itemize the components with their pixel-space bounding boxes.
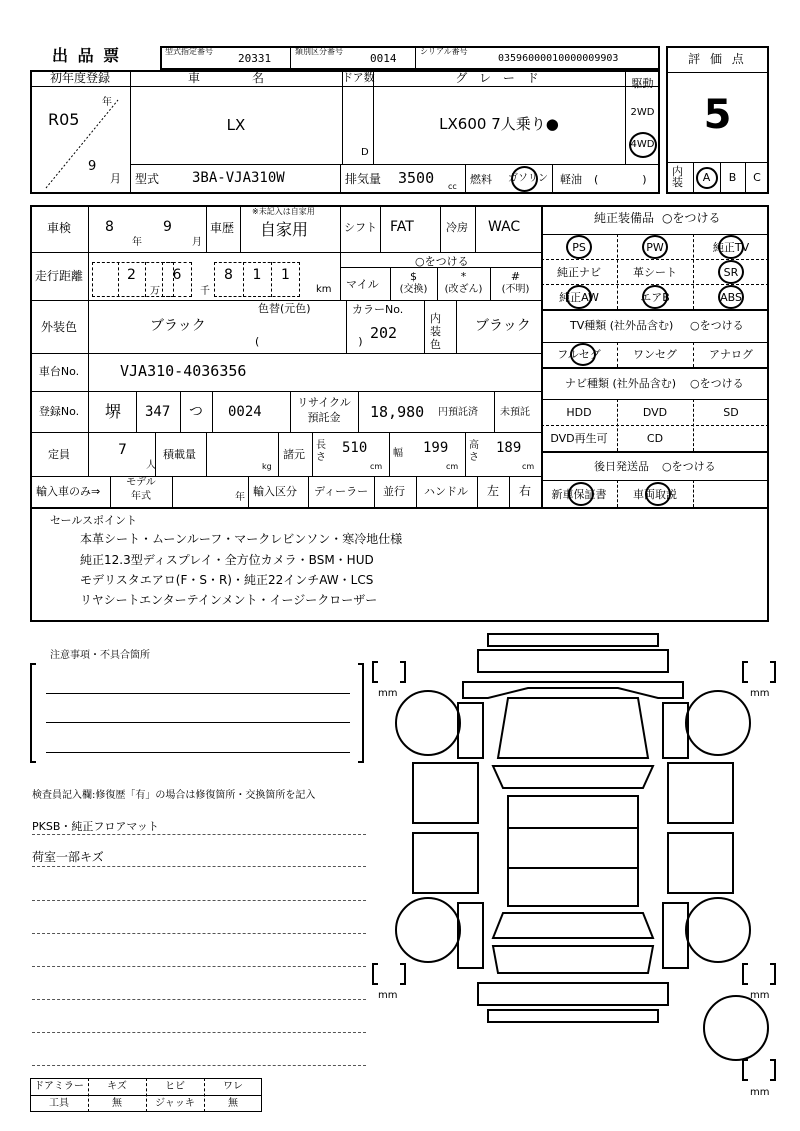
displacement-value: 3500 bbox=[398, 169, 435, 187]
mm-front-left: mm bbox=[378, 688, 398, 699]
capacity-unit: 人 bbox=[146, 460, 156, 471]
later-instruction: ○をつける bbox=[662, 460, 716, 473]
length-unit: cm bbox=[370, 462, 383, 471]
sales-title: セールスポイント bbox=[50, 514, 138, 527]
ac-value: WAC bbox=[488, 219, 521, 235]
sales-line-4: リヤシートエンターテインメント・イージークローザー bbox=[80, 593, 378, 607]
car-name-label: 車 名 bbox=[187, 71, 284, 85]
table-tools: 工具 bbox=[49, 1098, 69, 1109]
length-value: 510 bbox=[342, 440, 368, 456]
mark-instruction: ○をつける bbox=[415, 255, 469, 268]
later-title: 後日発送品 bbox=[594, 460, 649, 473]
dims-label: 諸元 bbox=[283, 448, 305, 461]
mm-rear-left: mm bbox=[378, 990, 398, 1001]
interior-a-circle bbox=[696, 167, 718, 189]
mileage-label: 走行距離 bbox=[34, 269, 83, 283]
import-label: 輸入車のみ⇒ bbox=[36, 485, 101, 498]
history-value: 自家用 bbox=[260, 220, 309, 239]
height-value: 189 bbox=[496, 440, 522, 456]
capacity-label: 定員 bbox=[48, 448, 70, 461]
model-designation-value: 20331 bbox=[238, 52, 272, 65]
reg-number: 0024 bbox=[228, 404, 262, 420]
width-value: 199 bbox=[423, 440, 449, 456]
load-label: 積載量 bbox=[163, 448, 196, 461]
mile-label: マイル bbox=[346, 278, 379, 291]
equip-tv: 純正TV bbox=[712, 241, 750, 254]
recycle-label-1: リサイクル bbox=[297, 396, 351, 409]
interior-color: ブラック bbox=[475, 318, 531, 334]
exterior-color: ブラック bbox=[150, 318, 206, 334]
later-manual: 車両取説 bbox=[633, 488, 677, 501]
equip-aw: 純正AW bbox=[559, 291, 599, 304]
fuel-other: ( ) bbox=[594, 173, 647, 186]
width-label: 幅 bbox=[393, 448, 403, 459]
km-unit: km bbox=[316, 284, 332, 295]
mileage-digit-3: 8 bbox=[224, 267, 233, 283]
color-change-label: 色替(元色) bbox=[258, 302, 311, 315]
unknown-symbol: # bbox=[510, 270, 521, 283]
equip-aw-circle bbox=[566, 285, 592, 309]
sales-line-2: 純正12.3型ディスプレイ・全方位カメラ・BSM・HUD bbox=[80, 553, 374, 567]
handle-label: ハンドル bbox=[424, 485, 468, 498]
altered-symbol: * bbox=[460, 270, 467, 283]
handle-left: 左 bbox=[486, 484, 499, 498]
equipment-title: 純正装備品 bbox=[594, 211, 655, 225]
model-year-label-1: モデル bbox=[126, 477, 156, 488]
reg-label: 登録No. bbox=[38, 405, 80, 418]
history-label: 車歴 bbox=[210, 221, 235, 235]
color-change-paren: ( ) bbox=[255, 335, 363, 348]
later-warranty-circle bbox=[568, 482, 594, 506]
type-label: 型式 bbox=[135, 172, 160, 186]
capacity-value: 7 bbox=[118, 442, 127, 458]
equip-ps: PS bbox=[572, 241, 586, 254]
exchange-symbol: $ bbox=[410, 270, 417, 283]
year-mark: 年 bbox=[102, 97, 112, 108]
navi-instruction: ○をつける bbox=[690, 377, 744, 390]
equip-tv-circle bbox=[718, 235, 744, 259]
mileage-digit-1: 2 bbox=[127, 267, 136, 283]
inspection-month: 9 bbox=[163, 219, 172, 235]
import-parallel: 並行 bbox=[383, 485, 405, 498]
import-class-label: 輸入区分 bbox=[253, 485, 297, 498]
inspection-year: 8 bbox=[105, 219, 114, 235]
color-no: 202 bbox=[370, 324, 398, 342]
ac-label: 冷房 bbox=[446, 221, 468, 234]
inspector-title: 検査員記入欄:修復歴「有」の場合は修復箇所・交換箇所を記入 bbox=[32, 790, 316, 801]
car-diagram bbox=[368, 628, 778, 1108]
drive-4wd: 4WD bbox=[630, 139, 655, 150]
recycle-label-2: 預託金 bbox=[307, 411, 341, 424]
chassis-value: VJA310-4036356 bbox=[120, 362, 247, 380]
sen-unit: 千 bbox=[200, 286, 210, 297]
category-label: 類別区分番号 bbox=[295, 47, 343, 56]
interior-a: A bbox=[702, 171, 711, 184]
form-title: 出 品 票 bbox=[52, 46, 122, 65]
inspection-year-unit: 年 bbox=[132, 237, 142, 248]
man-unit: 万 bbox=[150, 286, 160, 297]
first-reg-era: R05 bbox=[48, 110, 80, 129]
mm-spare: mm bbox=[750, 1087, 770, 1098]
altered-label: (改ざん) bbox=[444, 284, 483, 295]
equip-ps-circle bbox=[566, 235, 592, 259]
equip-navi: 純正ナビ bbox=[557, 266, 601, 279]
drive-label: 駆動 bbox=[631, 77, 654, 90]
category-value: 0014 bbox=[370, 52, 397, 65]
equip-abs: ABS bbox=[720, 291, 742, 304]
mileage-digit-4: 1 bbox=[252, 267, 262, 283]
equip-leather: 革シート bbox=[633, 266, 677, 279]
table-crack: ヒビ bbox=[165, 1081, 185, 1092]
shift-label: シフト bbox=[344, 221, 377, 234]
history-note: ※未記入は自家用 bbox=[252, 207, 315, 216]
fuel-diesel: 軽油 bbox=[560, 173, 582, 186]
tv-title: TV種類 (社外品含む) bbox=[570, 319, 674, 332]
fuel-label: 燃料 bbox=[470, 173, 492, 186]
exterior-color-label: 外装色 bbox=[40, 320, 77, 334]
interior-label: 内装 bbox=[672, 165, 683, 189]
table-jack: ジャッキ bbox=[155, 1098, 195, 1109]
interior-color-label: 内装色 bbox=[430, 312, 441, 351]
caution-bracket-right bbox=[358, 663, 364, 763]
tv-oneseg: ワンセグ bbox=[633, 348, 677, 361]
interior-c: C bbox=[753, 171, 761, 184]
sales-line-1: 本革シート・ムーンルーフ・マークレビンソン・寒冷地仕様 bbox=[80, 532, 403, 546]
equip-abs-circle bbox=[718, 285, 744, 309]
serial-value: 03596000010000009903 bbox=[498, 53, 619, 64]
tv-fullseg: フルセグ bbox=[557, 348, 601, 361]
reg-area: 堺 bbox=[105, 402, 122, 421]
table-scratch: キズ bbox=[107, 1081, 127, 1092]
grade-value: LX600 7人乗り● bbox=[439, 115, 559, 133]
mileage-digit-2: 6 bbox=[172, 267, 182, 283]
month-value: 9 bbox=[88, 159, 97, 174]
displacement-unit: cc bbox=[448, 182, 457, 191]
chassis-label: 車台No. bbox=[38, 365, 80, 378]
table-door-mirror: ドアミラー bbox=[34, 1081, 84, 1092]
caution-bracket-left bbox=[30, 663, 36, 763]
table-tools-value: 無 bbox=[112, 1098, 122, 1109]
rating-label: 評 価 点 bbox=[688, 52, 747, 66]
caution-title: 注意事項・不具合箇所 bbox=[50, 650, 150, 661]
sales-line-3: モデリスタエアロ(F・S・R)・純正22インチAW・LCS bbox=[80, 573, 374, 587]
serial-label: シリアル番号 bbox=[420, 47, 468, 56]
car-name: LX bbox=[226, 116, 246, 134]
interior-b: B bbox=[728, 171, 737, 184]
length-label: 長さ bbox=[316, 440, 326, 463]
navi-cd: CD bbox=[646, 432, 664, 445]
exchange-label: (交換) bbox=[399, 284, 428, 295]
table-break: ワレ bbox=[223, 1081, 243, 1092]
navi-title: ナビ種類 (社外品含む) bbox=[565, 377, 677, 390]
mm-front-right: mm bbox=[750, 688, 770, 699]
navi-dvd: DVD bbox=[642, 406, 668, 419]
later-manual-circle bbox=[645, 482, 671, 506]
height-label: 高さ bbox=[469, 440, 479, 463]
doors-type: D bbox=[361, 147, 369, 158]
navi-dvd-play: DVD再生可 bbox=[550, 432, 608, 445]
equipment-instruction: ○をつける bbox=[662, 211, 721, 225]
model-year-unit: 年 bbox=[235, 492, 245, 503]
unknown-label: (不明) bbox=[501, 284, 530, 295]
mileage-digit-5: 1 bbox=[281, 267, 290, 283]
width-unit: cm bbox=[446, 462, 459, 471]
later-warranty: 新車保証書 bbox=[551, 488, 607, 501]
tv-analog: アナログ bbox=[709, 348, 753, 361]
equip-pw-circle bbox=[642, 235, 668, 259]
navi-hdd: HDD bbox=[566, 406, 592, 419]
import-dealer: ディーラー bbox=[314, 485, 369, 498]
equip-airbag: エアB bbox=[640, 291, 670, 304]
shift-value: FAT bbox=[390, 219, 414, 235]
equip-airbag-circle bbox=[642, 285, 668, 309]
tv-fullseg-circle bbox=[570, 343, 596, 366]
month-mark: 月 bbox=[110, 172, 121, 185]
tv-instruction: ○をつける bbox=[690, 319, 744, 332]
doors-label: ドア数 bbox=[342, 71, 375, 84]
displacement-label: 排気量 bbox=[345, 172, 382, 186]
equip-pw: PW bbox=[646, 241, 664, 254]
equip-sr: SR bbox=[723, 266, 739, 279]
recycle-unpaid: 未預託 bbox=[500, 407, 530, 418]
reg-class: 347 bbox=[145, 404, 171, 420]
first-reg-label: 初年度登録 bbox=[49, 71, 110, 85]
load-unit: kg bbox=[262, 462, 272, 471]
fuel-gas: ガソリン bbox=[508, 173, 548, 184]
type-value: 3BA-VJA310W bbox=[192, 170, 285, 186]
handle-right: 右 bbox=[518, 484, 531, 498]
reg-kana: つ bbox=[189, 404, 203, 420]
inspection-label: 車検 bbox=[46, 221, 71, 235]
model-year-label-2: 年式 bbox=[131, 491, 151, 502]
mm-rear-right: mm bbox=[750, 990, 770, 1001]
inspection-month-unit: 月 bbox=[192, 237, 202, 248]
fuel-gas-circle bbox=[511, 166, 538, 192]
recycle-value: 18,980 bbox=[370, 403, 425, 421]
grade-label: グ レ ー ド bbox=[455, 71, 543, 85]
recycle-unit: 円預託済 bbox=[438, 407, 478, 418]
rating-value: 5 bbox=[703, 92, 732, 138]
navi-sd: SD bbox=[723, 406, 739, 419]
height-unit: cm bbox=[522, 462, 535, 471]
color-no-label: カラーNo. bbox=[352, 303, 404, 316]
table-jack-value: 無 bbox=[228, 1098, 238, 1109]
model-designation-label: 型式指定番号 bbox=[165, 47, 213, 56]
inspector-line-2: 荷室一部キズ bbox=[32, 850, 104, 864]
inspector-line-1: PKSB・純正フロアマット bbox=[32, 820, 159, 833]
equip-sr-circle bbox=[718, 260, 744, 284]
drive-4wd-circle bbox=[629, 132, 657, 158]
drive-2wd: 2WD bbox=[630, 107, 655, 118]
